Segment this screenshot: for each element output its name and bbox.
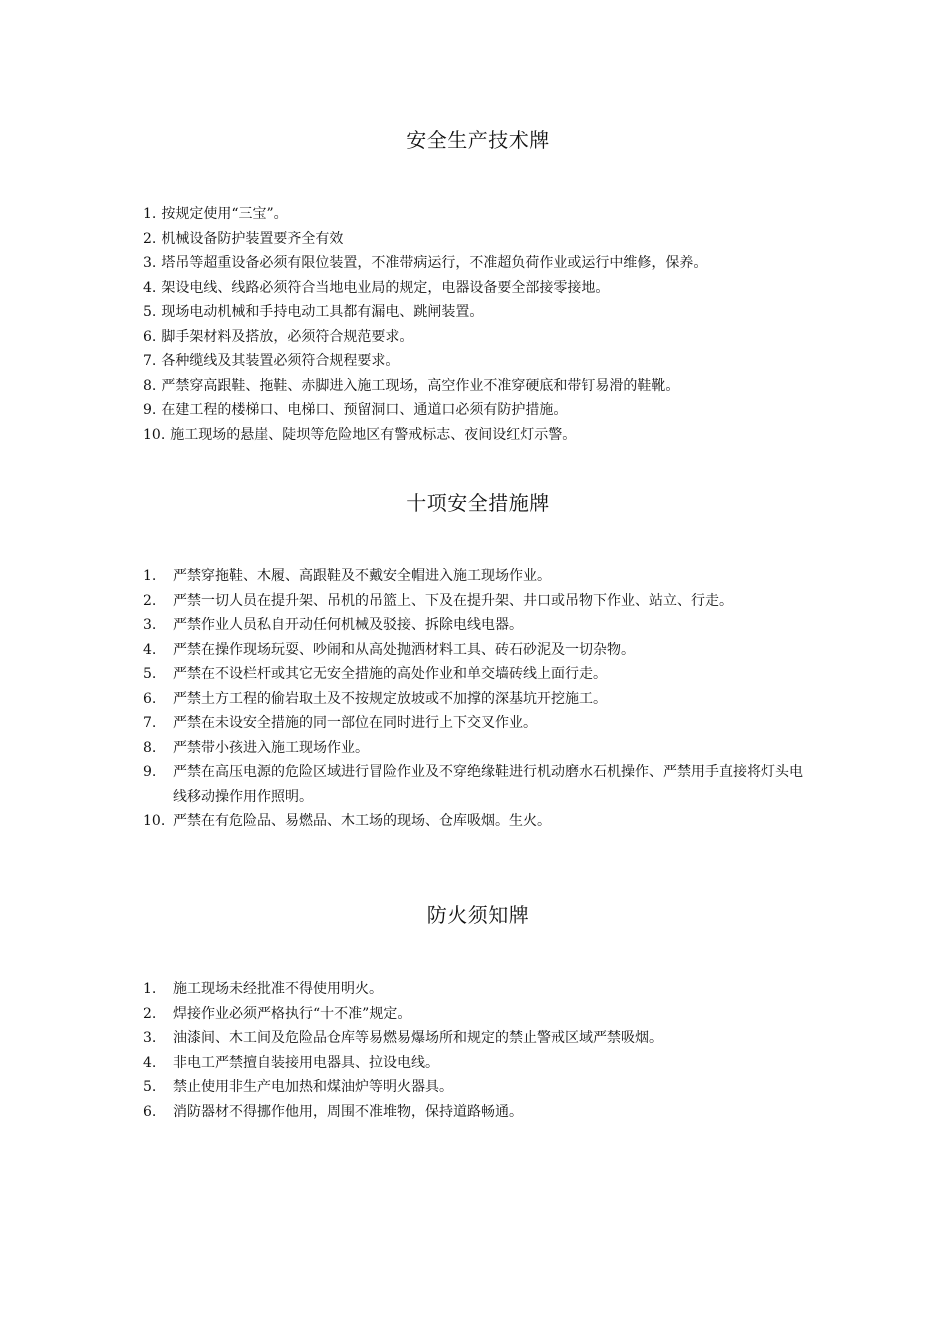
item-text: 严禁作业人员私自开动任何机械及驳接、拆除电线电器。 bbox=[173, 617, 523, 633]
list-item bbox=[143, 1051, 813, 1076]
item-number: 3. bbox=[143, 1030, 157, 1046]
list-item bbox=[143, 638, 813, 663]
item-number: 10. bbox=[143, 426, 166, 443]
item-text: 塔吊等超重设备必须有限位装置，不准带病运行，不准超负荷作业或运行中维修，保养。 bbox=[161, 255, 708, 271]
item-text: 非电工严禁擅自装接用电器具、拉设电线。 bbox=[173, 1054, 439, 1071]
item-text: 严禁一切人员在提升架、吊机的吊篮上、下及在提升架、井口或吊物下作业、站立、行走。 bbox=[173, 592, 733, 609]
section-title: 防火须知牌 bbox=[426, 903, 530, 927]
section-title: 安全生产技术牌 bbox=[406, 128, 550, 152]
item-number: 3. bbox=[143, 617, 157, 633]
list-item bbox=[143, 398, 813, 423]
item-text: 施工现场未经批准不得使用明火。 bbox=[173, 981, 383, 997]
list-item bbox=[143, 423, 813, 448]
item-text: 施工现场的悬崖、陡坝等危险地区有警戒标志、夜间设红灯示警。 bbox=[170, 426, 577, 443]
item-number: 3. bbox=[143, 255, 157, 271]
list-item bbox=[143, 276, 813, 301]
list-item bbox=[143, 1075, 813, 1100]
list-item bbox=[143, 374, 813, 399]
list-item bbox=[143, 227, 813, 252]
item-text: 禁止使用非生产电加热和煤油炉等明火器具。 bbox=[173, 1079, 453, 1095]
list-item bbox=[143, 760, 813, 809]
item-text: 严禁穿拖鞋、木履、高跟鞋及不戴安全帽进入施工现场作业。 bbox=[173, 568, 551, 584]
item-number: 4. bbox=[143, 1054, 157, 1071]
item-number: 6. bbox=[143, 1103, 157, 1120]
item-text: 严禁带小孩进入施工现场作业。 bbox=[173, 739, 369, 756]
list-item bbox=[143, 711, 813, 736]
item-number: 5. bbox=[143, 666, 157, 682]
safety-technology-list bbox=[143, 202, 813, 447]
item-text: 严禁在高压电源的危险区域进行冒险作业及不穿绝缘鞋进行机动磨水石机操作、严禁用手直接将灯头电线移动操作用作照明。 bbox=[173, 764, 803, 805]
list-item bbox=[143, 325, 813, 350]
list-item bbox=[143, 613, 813, 638]
list-item bbox=[143, 349, 813, 374]
item-number: 6. bbox=[143, 690, 157, 707]
list-item bbox=[143, 662, 813, 687]
list-item bbox=[143, 809, 813, 834]
list-item bbox=[143, 1100, 813, 1125]
item-text: 架设电线、线路必须符合当地电业局的规定，电器设备要全部接零接地。 bbox=[161, 279, 610, 296]
item-text: 焊接作业必须严格执行“十不准”规定。 bbox=[173, 1005, 412, 1022]
list-item bbox=[143, 300, 813, 325]
ten-safety-measures-list bbox=[143, 564, 813, 834]
section-title: 十项安全措施牌 bbox=[406, 491, 550, 515]
item-number: 10. bbox=[143, 813, 166, 829]
item-text: 机械设备防护装置要齐全有效 bbox=[161, 230, 344, 247]
item-text: 脚手架材料及搭放，必须符合规范要求。 bbox=[161, 328, 414, 345]
item-number: 9. bbox=[143, 402, 157, 418]
item-number: 2. bbox=[143, 592, 157, 609]
list-item bbox=[143, 251, 813, 276]
item-text: 在建工程的楼梯口、电梯口、预留洞口、通道口必须有防护措施。 bbox=[161, 402, 568, 418]
fire-safety-list bbox=[143, 977, 813, 1124]
item-text: 严禁土方工程的偷岩取土及不按规定放坡或不加撑的深基坑开挖施工。 bbox=[173, 690, 607, 707]
item-number: 6. bbox=[143, 328, 157, 345]
list-item bbox=[143, 589, 813, 614]
item-number: 7. bbox=[143, 353, 157, 369]
item-number: 5. bbox=[143, 304, 157, 320]
item-number: 4. bbox=[143, 279, 157, 296]
list-item bbox=[143, 736, 813, 761]
item-text: 严禁穿高跟鞋、拖鞋、赤脚进入施工现场，高空作业不准穿硬底和带钉易滑的鞋靴。 bbox=[161, 377, 680, 394]
item-text: 严禁在有危险品、易燃品、木工场的现场、仓库吸烟。生火。 bbox=[173, 813, 551, 829]
item-text: 消防器材不得挪作他用，周围不准堆物，保持道路畅通。 bbox=[173, 1103, 523, 1120]
item-number: 4. bbox=[143, 641, 157, 658]
item-text: 严禁在未设安全措施的同一部位在同时进行上下交叉作业。 bbox=[173, 715, 537, 731]
item-number: 5. bbox=[143, 1079, 157, 1095]
list-item bbox=[143, 564, 813, 589]
item-number: 1. bbox=[143, 981, 157, 997]
list-item bbox=[143, 1026, 813, 1051]
item-number: 1. bbox=[143, 568, 157, 584]
item-text: 各种缆线及其装置必须符合规程要求。 bbox=[161, 353, 400, 369]
item-number: 7. bbox=[143, 715, 157, 731]
item-text: 现场电动机械和手持电动工具都有漏电、跳闸装置。 bbox=[161, 304, 484, 320]
item-number: 1. bbox=[143, 206, 157, 222]
list-item bbox=[143, 687, 813, 712]
item-text: 严禁在操作现场玩耍、吵闹和从高处抛洒材料工具、砖石砂泥及一切杂物。 bbox=[173, 641, 635, 658]
list-item bbox=[143, 977, 813, 1002]
item-number: 2. bbox=[143, 1005, 157, 1022]
list-item bbox=[143, 202, 813, 227]
list-item bbox=[143, 1002, 813, 1027]
item-text: 油漆间、木工间及危险品仓库等易燃易爆场所和规定的禁止警戒区域严禁吸烟。 bbox=[173, 1030, 663, 1046]
item-number: 9. bbox=[143, 764, 157, 780]
item-number: 2. bbox=[143, 230, 157, 247]
item-text: 按规定使用“三宝”。 bbox=[161, 206, 288, 222]
item-text: 严禁在不设栏杆或其它无安全措施的高处作业和单交墙砖线上面行走。 bbox=[173, 666, 607, 682]
item-number: 8. bbox=[143, 739, 157, 756]
item-number: 8. bbox=[143, 377, 157, 394]
